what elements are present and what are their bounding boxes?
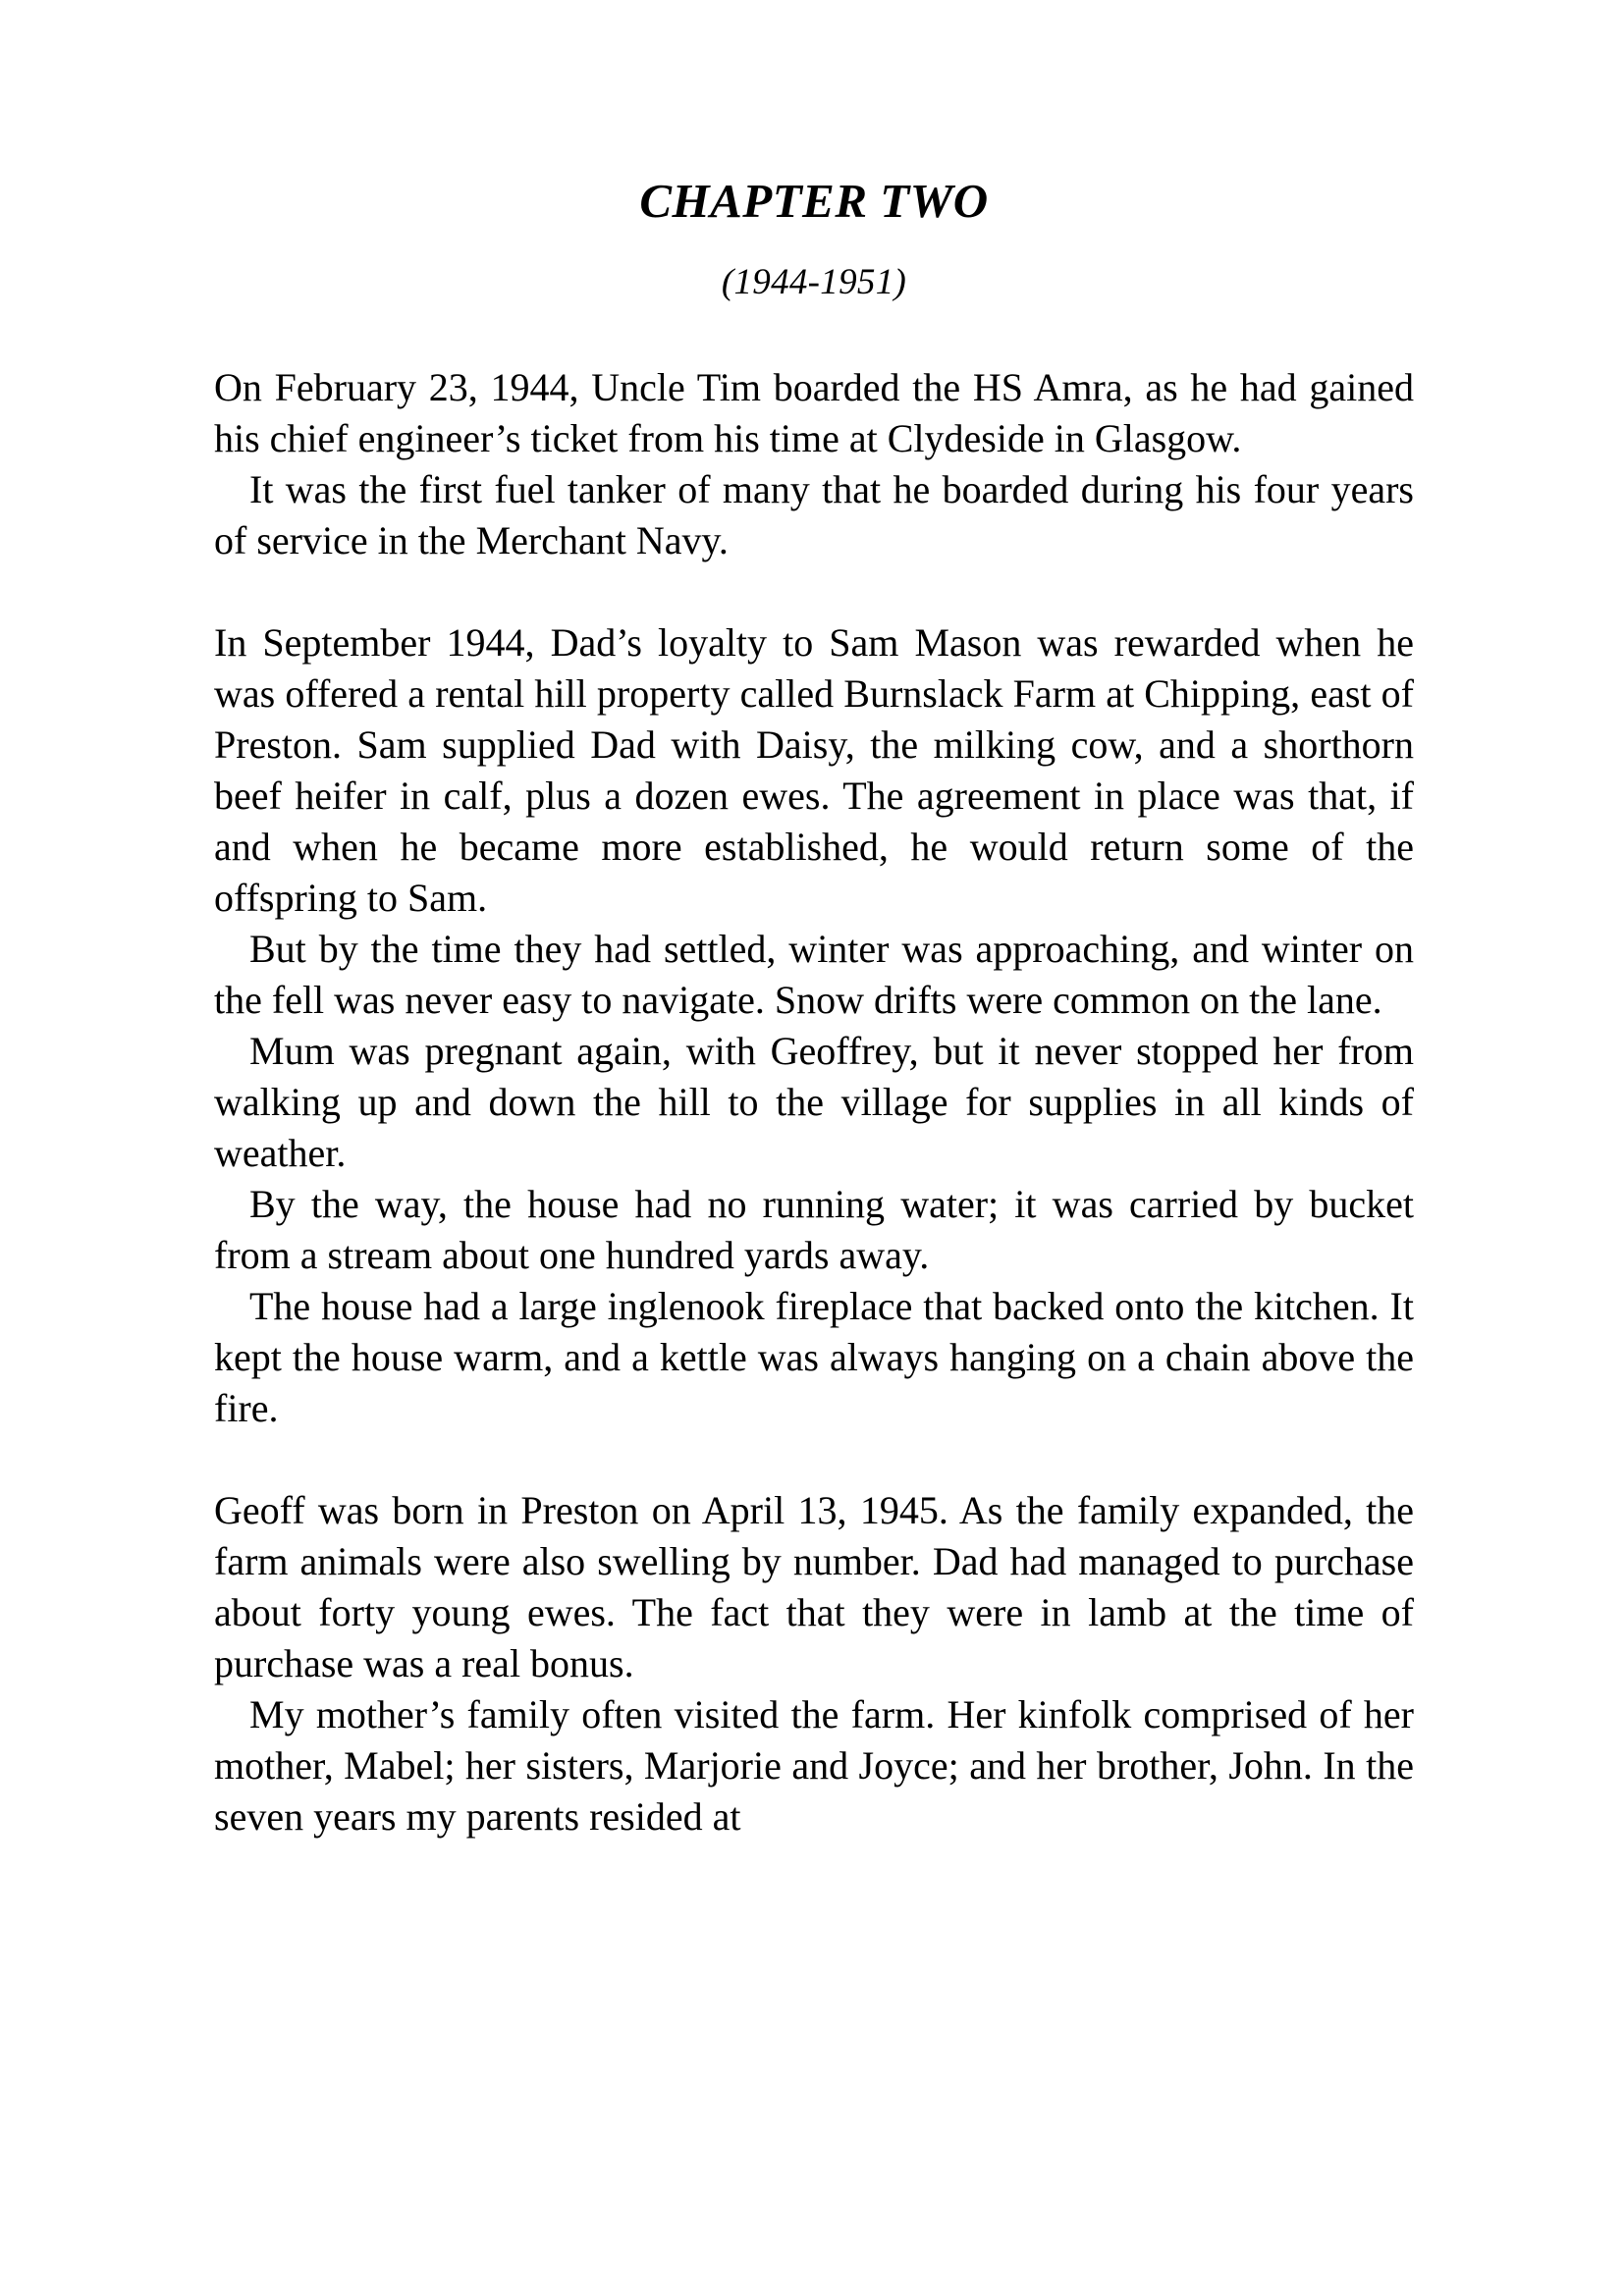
page-content <box>214 0 1414 1842</box>
paragraph: Mum was pregnant again, with Geoffrey, but it never stopped her from walking up and down the hill to the village for supplies in all kinds of weather. <box>214 1028 1414 1175</box>
paragraph: On February 23, 1944, Uncle Tim boarded the HS Amra, as he had gained his chief engineer’s ticket from his time at Clydeside in Glasgow. <box>214 364 1414 460</box>
paragraph: The house had a large inglenook fireplace that backed onto the kitchen. It kept the house warm, and a kettle was always hanging on a chain above the fire. <box>214 1283 1414 1430</box>
chapter-subtitle: (1944-1951) <box>721 261 907 302</box>
paragraph: By the way, the house had no running water; it was carried by bucket from a stream about one hundred yards away. <box>214 1181 1414 1277</box>
body-text <box>214 303 1414 1842</box>
paragraph: It was the first fuel tanker of many that he boarded during his four years of service in the Merchant Navy. <box>214 466 1414 562</box>
paragraph: Geoff was born in Preston on April 13, 1945. As the family expanded, the farm animals were also swelling by number. Dad had managed to purchase about forty young ewes. The fact that they were in lamb at the time of purchase was a real bonus. <box>214 1487 1414 1685</box>
paragraph: In September 1944, Dad’s loyalty to Sam Mason was rewarded when he was offered a rental hill property called Burnslack Farm at Chipping, east of Preston. Sam supplied Dad with Daisy, the milking cow, and a shorthorn beef heifer in calf, plus a dozen ewes. The agreement in place was that, if and when he became more established, he would return some of the offspring to Sam. <box>214 619 1414 920</box>
chapter-title: CHAPTER TWO <box>639 174 989 228</box>
paragraph: My mother’s family often visited the farm. Her kinfolk comprised of her mother, Mabel; her sisters, Marjorie and Joyce; and her brother, John. In the seven years my parents resided at <box>214 1691 1414 1839</box>
paragraph: But by the time they had settled, winter was approaching, and winter on the fell was never easy to navigate. Snow drifts were common on the lane. <box>214 926 1414 1022</box>
